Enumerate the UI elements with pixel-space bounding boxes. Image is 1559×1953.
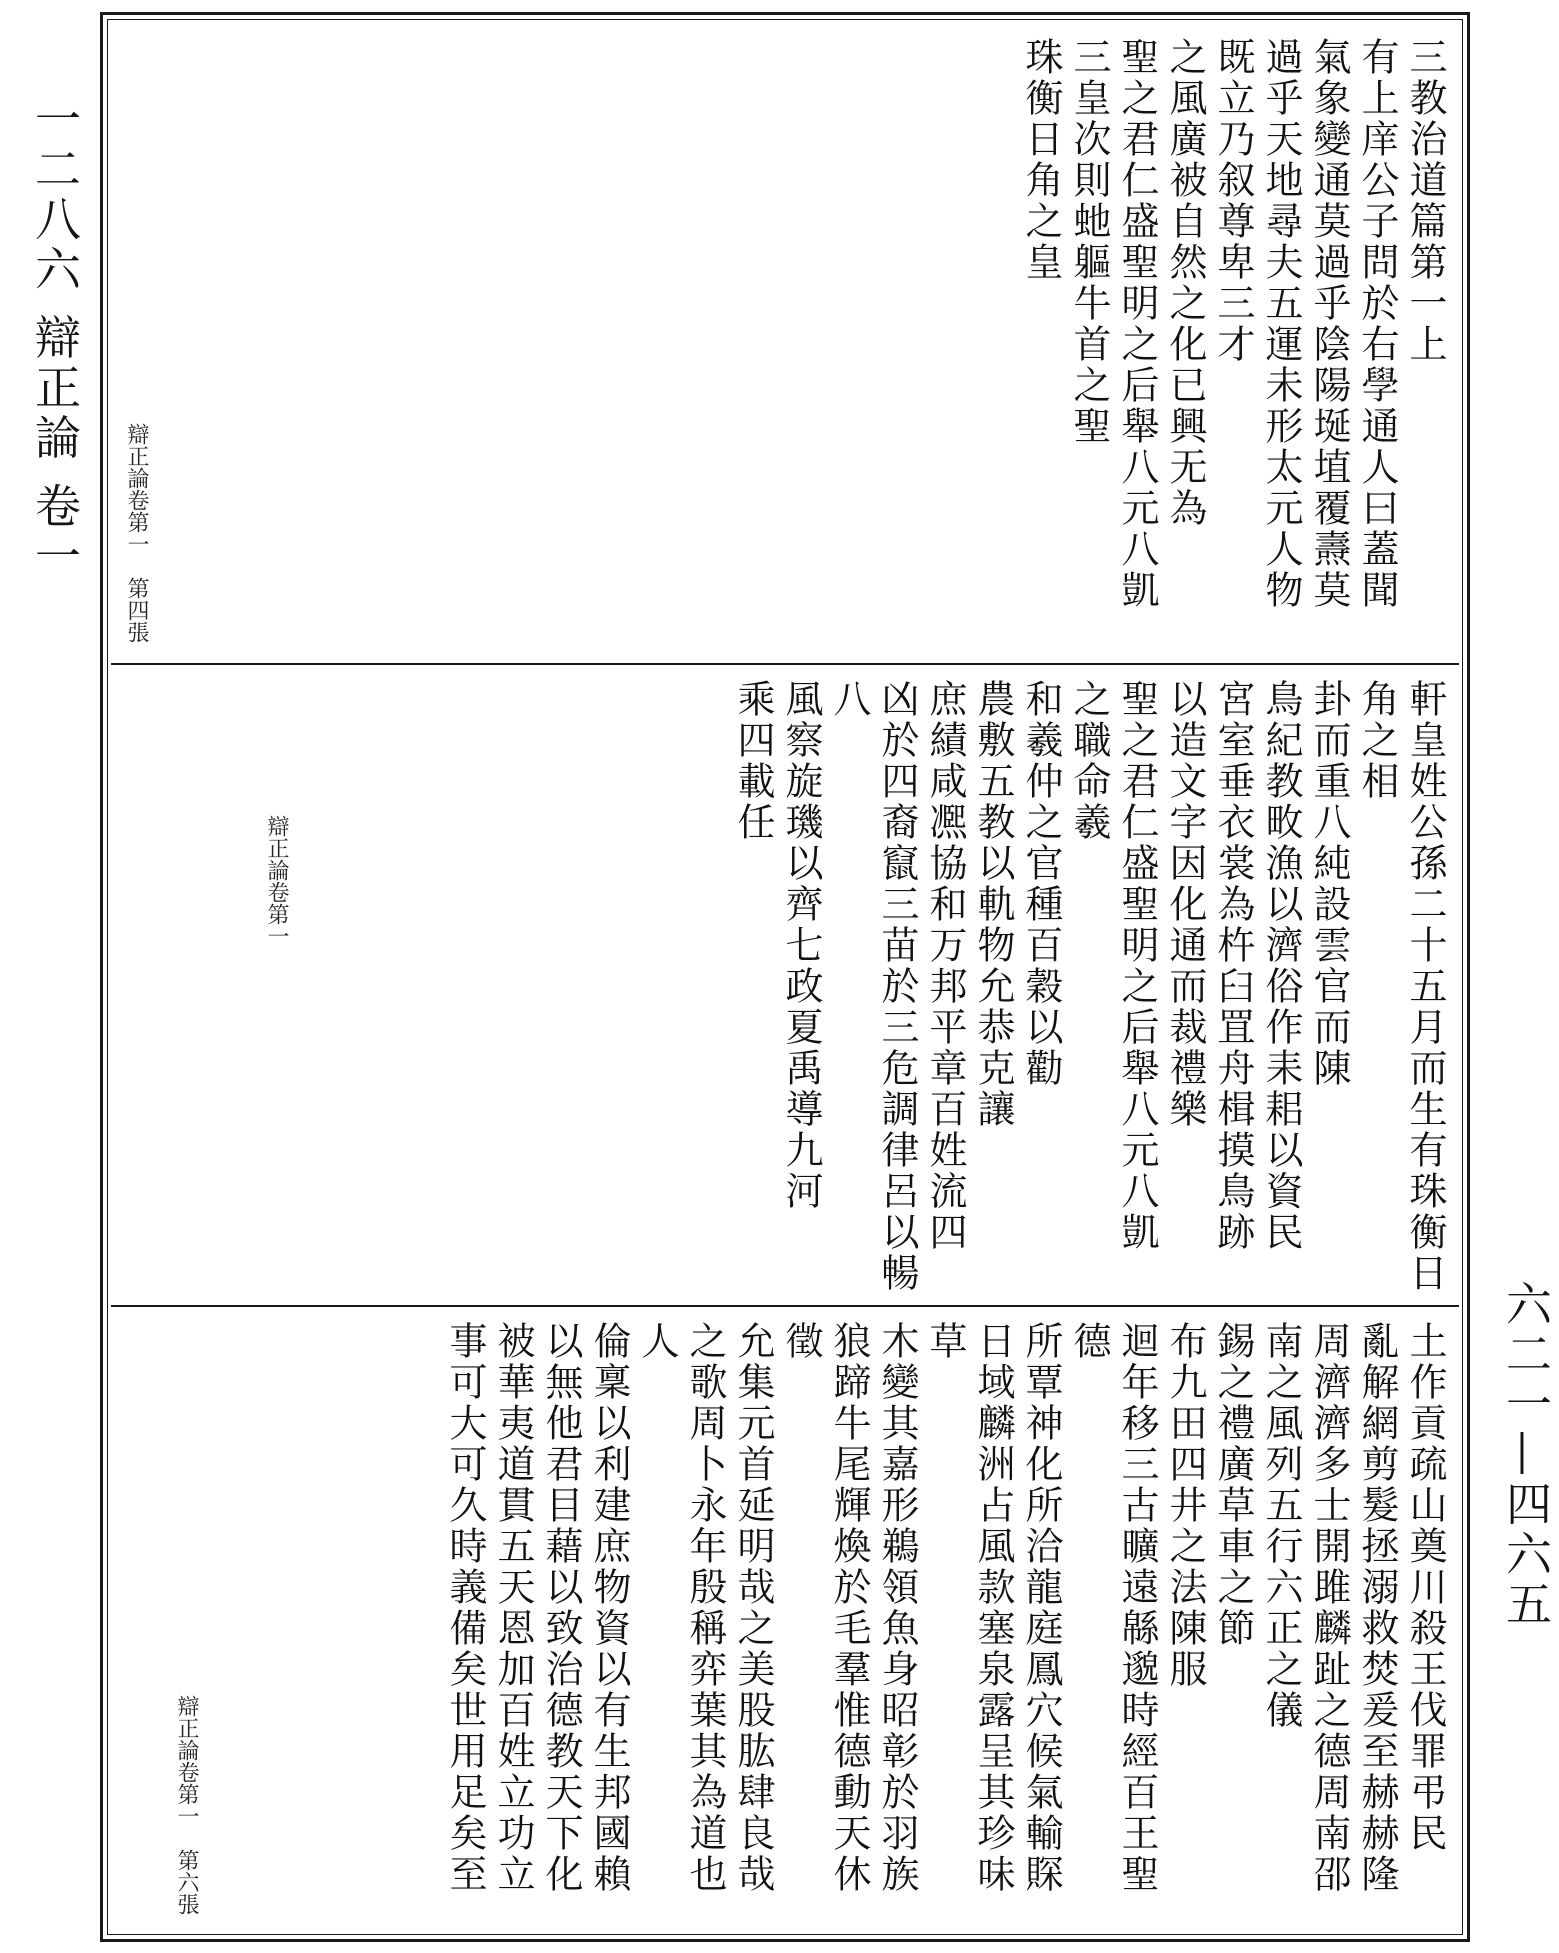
text-page [100,12,1470,1942]
panel-middle-text: 軒皇姓公孫二十五月而生有珠衡日角之相 卦而重八純設雲官而陳 鳥紀教畋漁以濟俗作耒耜以資民 宮室垂衣裳為杵臼罝舟楫摸鳥跡 以造文字因化通而裁禮樂 聖之君仁盛聖明之后舉八元八凱 之職命羲 和羲仲之官種百穀以勸 農敷五教以軌物允恭克讓 庶績咸凞協和万邦平章百姓流四 凶於四裔竄三苗於三危調律呂以暢八 風察旋璣以齊七政夏禹導九河 乘四載任 [731,679,1447,1294]
panel-bottom-mark: 辯正論卷第一 第六張 [174,1695,199,1915]
page-number-label: 六二一—四六五 [1499,1280,1553,1630]
panel-middle-mark: 辯正論卷第一 [264,815,289,947]
panel-top [111,23,1459,665]
volume-label: 一二八六 辯正論 卷一 [28,95,82,583]
panel-bottom [111,1307,1459,1935]
panel-bottom-text: 土作貢疏山奠川殺王伐罪弔民 亂解網剪髮拯溺救焚爰至赫赫隆 周濟濟多士開雎麟趾之德周南邵 南之風列五行六正之儀 錫之禮廣草車之節 布九田四井之法陳服 迴年移三古曠遠緜邈時經百王聖德 所覃神化所洽龍庭鳳穴候氣輸賝 日域麟洲占風款塞泉露呈其珍味草 木變其嘉形鵜領魚身昭彰於羽族 狼蹄牛尾輝煥於毛羣惟德動天休徵 允集元首延明哉之美股肱肆良哉 之歌周卜永年殷稱弈葉其為道也人 倫稟以利建庶物資以有生邦國賴 以無他君目藉以致治德教天下化 被華夷道貫五天恩加百姓立功立 事可大可久時義備矣世用足矣至 [443,1321,1447,1895]
panel-top-mark: 辯正論卷第一 第四張 [124,423,149,643]
panel-middle [111,665,1459,1307]
left-margin [0,0,90,1953]
panel-top-text: 三教治道篇第一上 有上庠公子問於右學通人曰蓋聞 氣象變通莫過乎陰陽埏埴覆燾莫 過乎天地尋夫五運未形太元人物 既立乃叙尊卑三才 之風廣被自然之化已興无為 聖之君仁盛聖明之后舉八元八凱 三皇次則虵軀牛首之聖 珠衡日角之皇 [1019,37,1447,611]
